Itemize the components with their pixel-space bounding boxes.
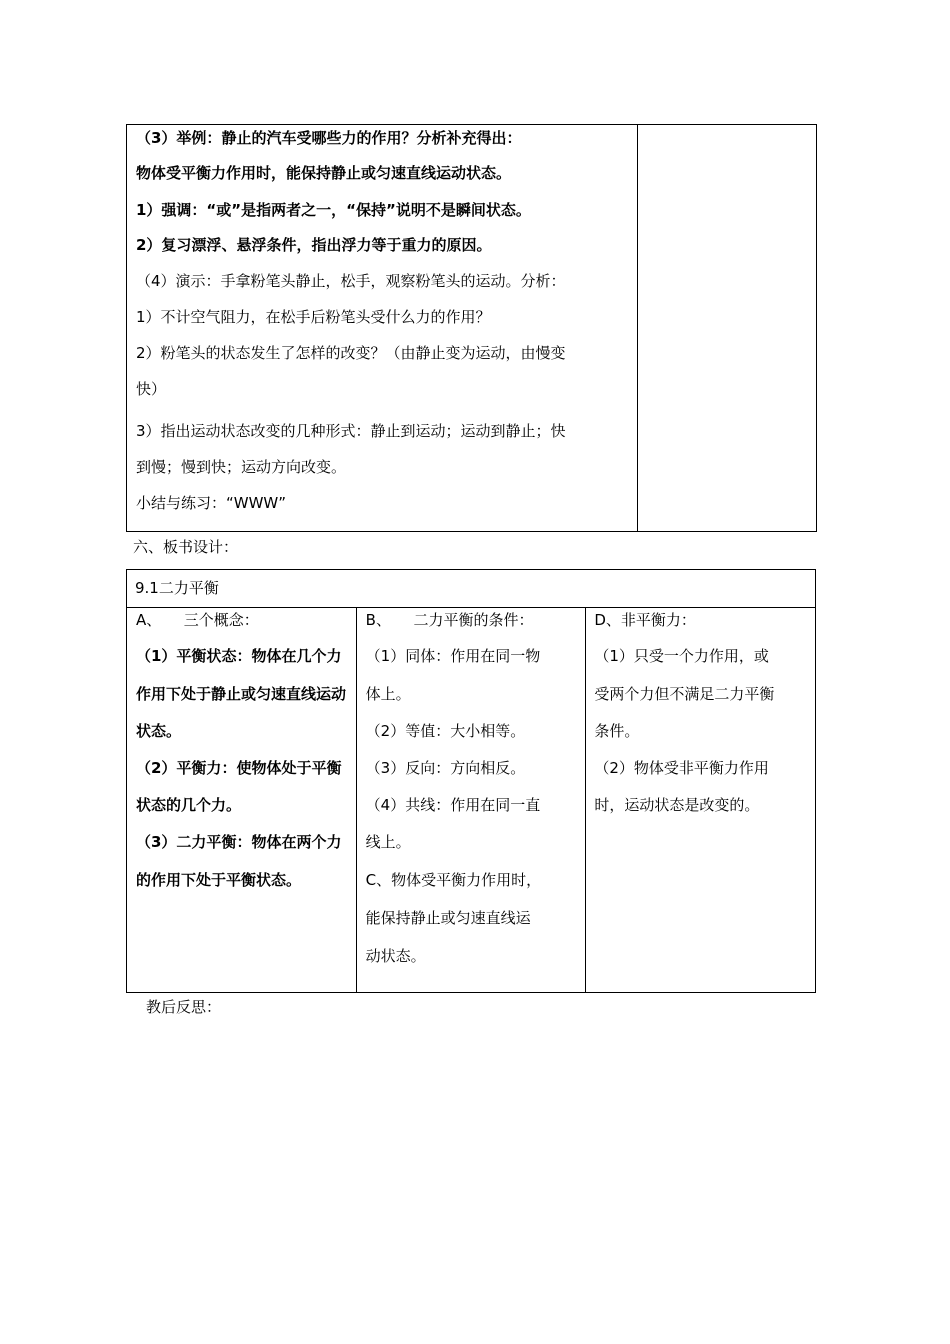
text-line: 快） [136, 380, 167, 398]
text-line: D、非平衡力： [594, 611, 696, 629]
text-line: 1）强调：“或”是指两者之一，“保持”说明不是瞬间状态。 [136, 201, 531, 219]
board-design-table [126, 569, 816, 993]
board-col-d [586, 608, 816, 993]
text-line: 体上。 [365, 685, 411, 703]
text-line: （3）二力平衡：物体在两个力 [136, 833, 342, 851]
board-title: 9.1二力平衡 [135, 579, 219, 597]
text-line: （1）同体：作用在同一物 [365, 647, 541, 665]
text-line: （3）反向：方向相反。 [365, 759, 526, 777]
reflection-label: 教后反思： [146, 998, 222, 1016]
text-line: 状态的几个力。 [136, 796, 242, 814]
text-line: 到慢；慢到快；运动方向改变。 [136, 458, 347, 476]
text-line: 动状态。 [365, 947, 426, 965]
text-line: （4）共线：作用在同一直 [365, 796, 541, 814]
text-line: 条件。 [594, 722, 640, 740]
board-title-cell [127, 570, 816, 608]
text-line: 线上。 [365, 833, 411, 851]
text-line: B、 二力平衡的条件： [365, 611, 534, 629]
text-line: （2）物体受非平衡力作用 [594, 759, 769, 777]
text-line: 的作用下处于平衡状态。 [136, 871, 302, 889]
text-line: （2）等值：大小相等。 [365, 722, 526, 740]
lesson-process-table [126, 124, 817, 532]
board-col-d-lines [586, 608, 815, 992]
text-line: 受两个力但不满足二力平衡 [594, 685, 775, 703]
board-col-a-lines [127, 608, 356, 992]
process-notes-cell [638, 125, 817, 532]
board-design-heading: 六、板书设计： [133, 538, 239, 556]
text-line: 2）粉笔头的状态发生了怎样的改变？（由静止变为运动，由慢变 [136, 344, 566, 362]
board-col-a [127, 608, 357, 993]
text-line: 3）指出运动状态改变的几种形式：静止到运动；运动到静止；快 [136, 422, 566, 440]
text-line: 状态。 [136, 722, 182, 740]
board-col-b-lines [357, 608, 586, 992]
text-line: A、 三个概念： [136, 611, 259, 629]
text-line: 物体受平衡力作用时，能保持静止或匀速直线运动状态。 [136, 164, 512, 182]
text-line: （3）举例：静止的汽车受哪些力的作用？分析补充得出： [136, 129, 522, 147]
text-line: 小结与练习：“WWW” [136, 494, 287, 512]
process-lines [127, 125, 637, 531]
text-line: （4）演示：手拿粉笔头静止，松手，观察粉笔头的运动。分析： [136, 272, 566, 290]
text-line: 1）不计空气阻力，在松手后粉笔头受什么力的作用？ [136, 308, 491, 326]
text-line: C、物体受平衡力作用时， [365, 871, 542, 889]
text-line: 能保持静止或匀速直线运 [365, 909, 531, 927]
text-line: 时，运动状态是改变的。 [594, 796, 760, 814]
text-line: （2）平衡力：使物体处于平衡 [136, 759, 342, 777]
text-line: 作用下处于静止或匀速直线运动 [136, 685, 347, 703]
text-line: （1）平衡状态：物体在几个力 [136, 647, 342, 665]
process-content-cell [127, 125, 638, 532]
text-line: （1）只受一个力作用，或 [594, 647, 769, 665]
board-col-b [356, 608, 586, 993]
text-line: 2）复习漂浮、悬浮条件，指出浮力等于重力的原因。 [136, 236, 492, 254]
